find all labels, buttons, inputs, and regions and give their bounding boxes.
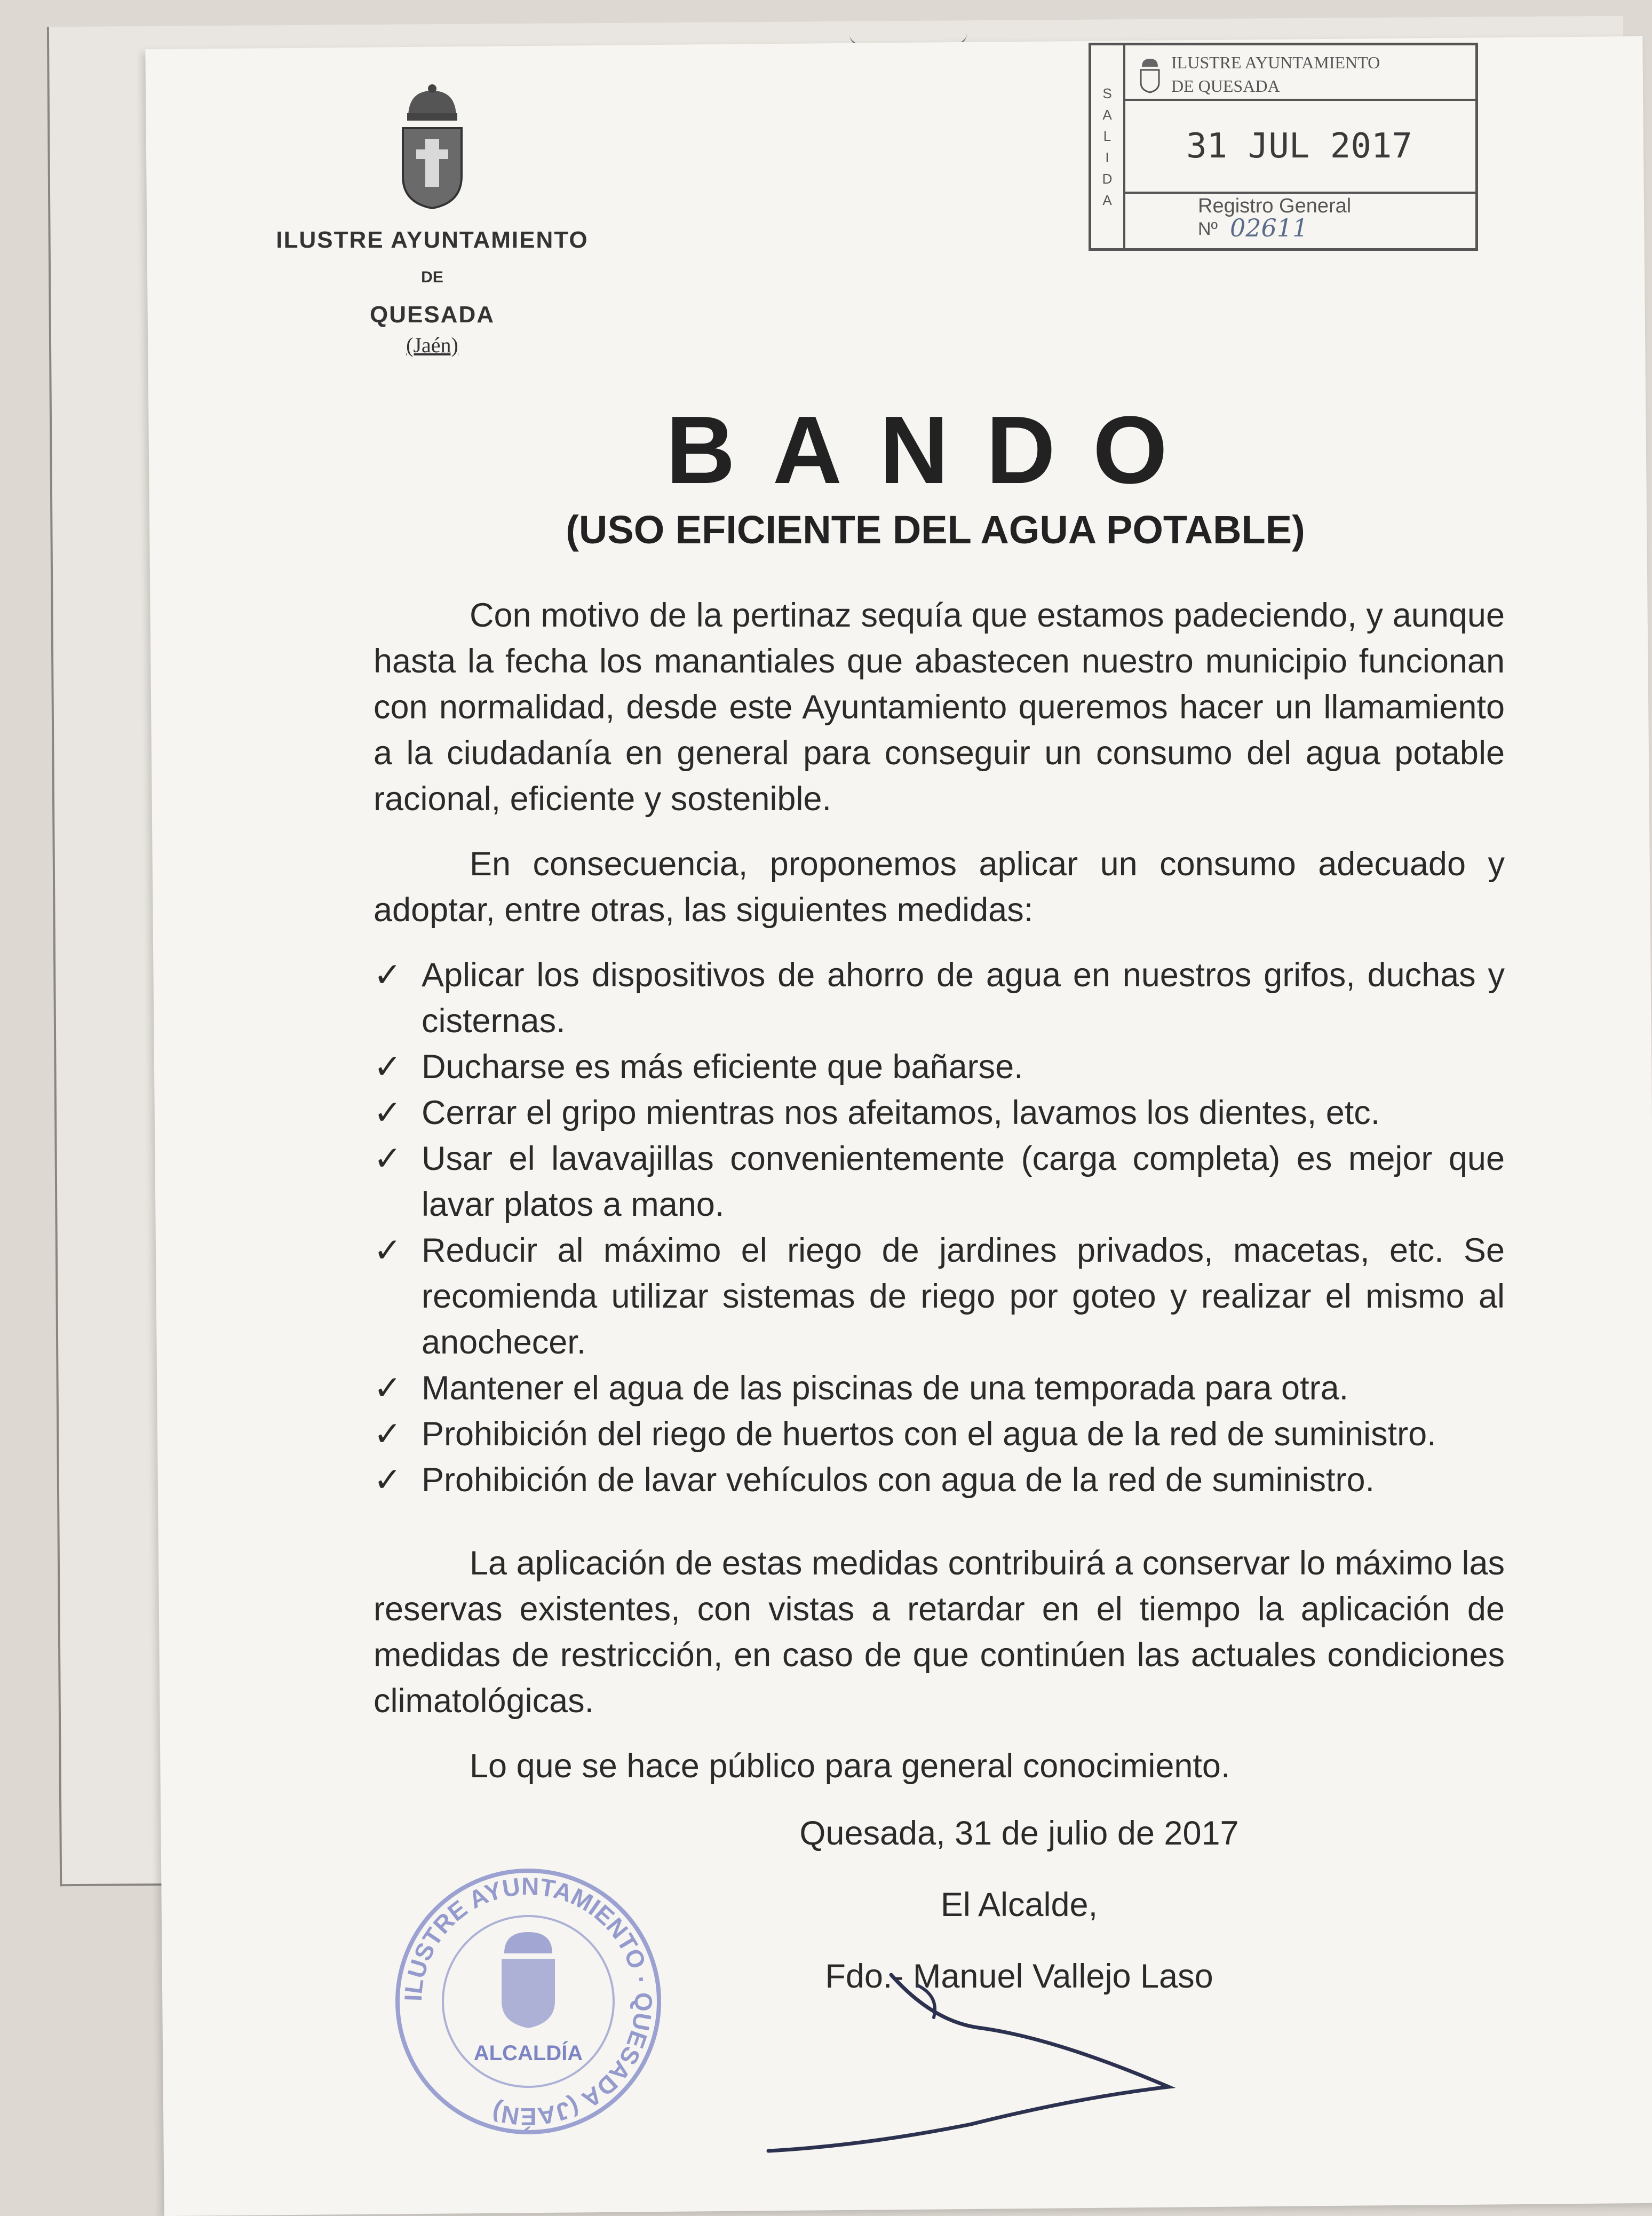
- register-side-letter: I: [1105, 149, 1109, 165]
- letterhead-line1: ILUSTRE AYUNTAMIENTO: [276, 227, 589, 253]
- measure-item: [374, 1136, 1505, 1228]
- measure-item: [374, 1457, 1505, 1503]
- letterhead-line2: DE: [421, 268, 443, 286]
- measure-text: Aplicar los dispositivos de ahorro de agua en nuestros grifos, duchas y cisternas.: [422, 956, 1505, 1040]
- letterhead: [224, 80, 640, 358]
- check-icon: ✓: [374, 1370, 402, 1407]
- register-date: 31 JUL 2017: [1123, 99, 1475, 194]
- document-subtitle: (USO EFICIENTE DEL AGUA POTABLE): [566, 508, 1305, 552]
- seal-center-text: ALCALDÍA: [473, 2041, 583, 2065]
- register-side-letter: A: [1102, 107, 1112, 123]
- measure-item: [374, 1228, 1505, 1365]
- measure-item: [374, 1090, 1505, 1136]
- document-title: BANDO: [666, 397, 1205, 504]
- measure-text: Usar el lavavajillas convenientemente (carga completa) es mejor que lavar platos a mano.: [422, 1140, 1505, 1223]
- measure-item: [374, 1365, 1505, 1411]
- signer-name: Fdo.- Manuel Vallejo Laso: [825, 1958, 1213, 1995]
- mayor-seal-icon: [390, 1863, 667, 2140]
- register-number-prefix: Nº: [1198, 219, 1218, 239]
- letterhead-line4: (Jaén): [406, 333, 458, 357]
- check-icon: ✓: [374, 1461, 402, 1499]
- register-number-handwritten: 02611: [1230, 213, 1308, 242]
- document-body: [374, 592, 1505, 2025]
- register-side-letters: [1091, 45, 1125, 248]
- measure-text: Prohibición de lavar vehículos con agua de la red de suministro.: [422, 1461, 1375, 1499]
- coat-of-arms-icon: [392, 80, 472, 213]
- consequence-paragraph: En consecuencia, proponemos aplicar un consumo adecuado y adoptar, entre otras, las siguientes medidas:: [374, 845, 1505, 929]
- register-stamp: [1089, 43, 1478, 251]
- check-icon: ✓: [374, 1140, 402, 1177]
- publish-line: Lo que se hace público para general conocimiento.: [470, 1747, 1230, 1785]
- letterhead-line3: QUESADA: [369, 302, 495, 328]
- place-date: Quesada, 31 de julio de 2017: [799, 1815, 1239, 1852]
- intro-paragraph: Con motivo de la pertinaz sequía que estamos padeciendo, y aunque hasta la fecha los manantiales que abastecen nuestro municipio funcionan con normalidad, desde este Ayuntamiento queremos hacer un llamamiento a la ciudadanía en general para conseguir un consumo del agua potable racional, eficiente y sostenible.: [374, 597, 1505, 818]
- register-crest-icon: [1137, 56, 1163, 93]
- measures-list: [374, 952, 1505, 1503]
- check-icon: ✓: [374, 1232, 402, 1269]
- measure-item: [374, 1411, 1505, 1457]
- register-label: Registro General: [1198, 195, 1352, 217]
- measure-item: [374, 1044, 1505, 1090]
- measure-text: Reducir al máximo el riego de jardines privados, macetas, etc. Se recomienda utilizar sistemas de riego por goteo y realizar el mismo al anochecer.: [422, 1232, 1505, 1361]
- measure-text: Cerrar el gripo mientras nos afeitamos, lavamos los dientes, etc.: [422, 1094, 1380, 1131]
- register-side-letter: D: [1102, 171, 1113, 187]
- measure-text: Prohibición del riego de huertos con el agua de la red de suministro.: [422, 1415, 1436, 1453]
- measure-text: Ducharse es más eficiente que bañarse.: [422, 1048, 1023, 1086]
- register-side-letter: L: [1103, 128, 1111, 144]
- register-header-line2: DE QUESADA: [1171, 76, 1280, 96]
- register-header-line1: ILUSTRE AYUNTAMIENTO: [1171, 53, 1380, 72]
- check-icon: ✓: [374, 956, 402, 994]
- handwritten-signature: [758, 1964, 1238, 2167]
- signer-role: El Alcalde,: [940, 1886, 1098, 1924]
- check-icon: ✓: [374, 1415, 402, 1453]
- measure-text: Mantener el agua de las piscinas de una temporada para otra.: [422, 1370, 1349, 1407]
- register-side-letter: A: [1102, 192, 1112, 208]
- register-header: [1171, 51, 1380, 98]
- check-icon: ✓: [374, 1048, 402, 1086]
- conclusion-paragraph: La aplicación de estas medidas contribuirá a conservar lo máximo las reservas existentes, con vistas a retardar en el tiempo la aplicación de medidas de restricción, en caso de que continúen las actuales condiciones climatológicas.: [374, 1545, 1505, 1720]
- register-side-letter: S: [1102, 85, 1112, 101]
- seal-ring-text: ILUSTRE AYUNTAMIENTO · QUESADA (JAÉN): [399, 1872, 658, 2131]
- measure-item: [374, 952, 1505, 1044]
- check-icon: ✓: [374, 1094, 402, 1131]
